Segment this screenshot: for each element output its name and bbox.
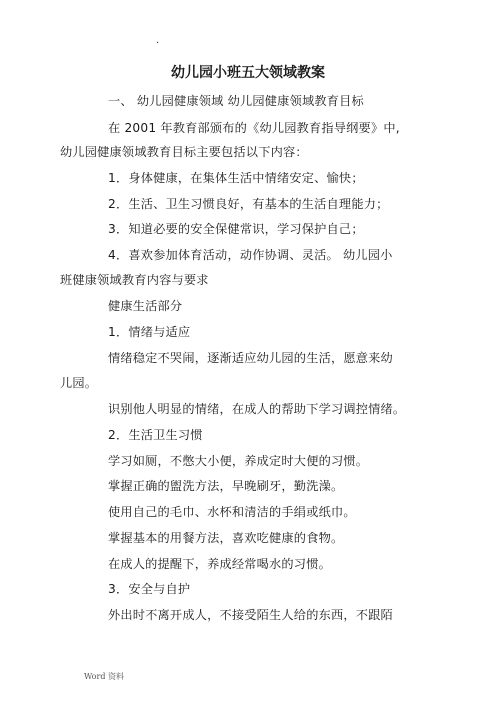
paragraph-line: 外出时不离开成人，不接受陌生人给的东西，不跟陌	[108, 608, 393, 622]
paragraph-line: 在成人的提醒下，养成经常喝水的习惯。	[108, 557, 331, 571]
list-item: 2．生活、卫生习惯良好，有基本的生活自理能力；	[108, 197, 389, 211]
paragraph-line: 班健康领域教育内容与要求	[60, 273, 209, 287]
list-item: 1．身体健康，在集体生活中情绪安定、愉快；	[108, 171, 364, 185]
subsection-heading: 3．安全与自护	[108, 582, 191, 596]
paragraph-line: 识别他人明显的情绪，在成人的帮助下学习调控情绪。	[108, 402, 406, 416]
header-mark: .	[156, 35, 160, 46]
paragraph-line: 掌握基本的用餐方法，喜欢吃健康的食物。	[108, 531, 344, 545]
list-item: 4．喜欢参加体育活动，动作协调、灵活。 幼儿园小	[108, 248, 393, 262]
paragraph-line: 幼儿园健康领域教育目标主要包括以下内容：	[60, 145, 308, 159]
paragraph-line: 学习如厕，不憋大小便，养成定时大便的习惯。	[108, 454, 369, 468]
subsection-heading: 1．情绪与适应	[108, 325, 191, 339]
paragraph-line: 掌握正确的盥洗方法，早晚刷牙，勤洗澡。	[108, 479, 344, 493]
paragraph-line: 使用自己的毛巾、水杯和清洁的手绢或纸巾。	[108, 505, 356, 519]
page-footer: Word 资料	[84, 672, 124, 681]
list-item: 3．知道必要的安全保健常识，学习保护自己；	[108, 222, 364, 236]
paragraph-line: 情绪稳定不哭闹，逐渐适应幼儿园的生活，愿意来幼	[108, 351, 393, 365]
subsection-heading: 2．生活卫生习惯	[108, 428, 203, 442]
subsection-heading: 健康生活部分	[108, 299, 183, 313]
paragraph-line: 儿园。	[60, 376, 98, 390]
section-heading: 一、 幼儿园健康领域 幼儿园健康领域教育目标	[108, 94, 364, 108]
paragraph-line: 在 2001 年教育部颁布的《幼儿园教育指导纲要》中,	[108, 121, 400, 135]
document-title: 幼儿园小班五大领域教案	[171, 65, 325, 81]
